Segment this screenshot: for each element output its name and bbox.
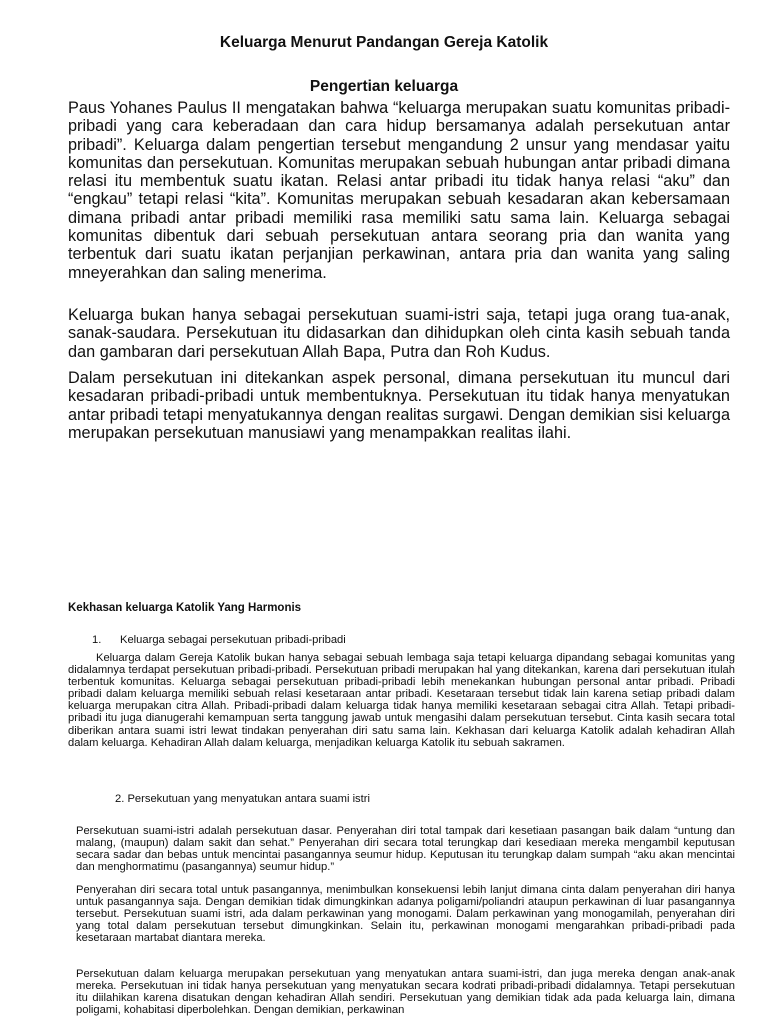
list-item-2-paragraph-3: Persekutuan dalam keluarga merupakan persekutuan yang menyatukan antara suami-istri, dan juga mereka dengan anak-anak mereka. Persekutuan ini tidak hanya persekutuan yang menyatukan secara kodrati pribadi-pribadi didalamnya. Tetapi persekutuan itu diilahikan karena disatukan dengan kehadiran Allah sendiri. Persekutuan yang demikian tidak ada pada keluarga lain, dimana poligami, kohabitasi diperbolehkan. Dengan demikian, perkawinan (76, 968, 735, 1017)
paragraph-1: Paus Yohanes Paulus II mengatakan bahwa “keluarga merupakan suatu komunitas pribadi-pribadi yang cara keberadaan dan cara hidup bersamanya adalah persekutuan antar pribadi”. Keluarga dalam pengertian tersebut mengandung 2 unsur yang mendasar yaitu komunitas dan persekutuan. Komunitas merupakan sebuah hubungan antar pribadi dimana relasi itu membentuk suatu ikatan. Relasi antar pribadi itu tidak hanya relasi “aku” dan “engkau” tetapi relasi “kita”. Komunitas merupakan sebuah kesadaran akan kebersamaan dimana pribadi antar pribadi memiliki rasa memiliki satu sama lain. Keluarga sebagai komunitas dibentuk dari sebuah persekutuan antara seorang pria dan wanita yang terbentuk dari suatu ikatan perjanjian perkawinan, antara pria dan wanita yang saling mneyerahkan dan saling menerima. (68, 99, 730, 282)
list-item-1-text: Keluarga dalam Gereja Katolik bukan hanya sebagai sebuah lembaga saja tetapi keluarga dipandang sebagai komunitas yang didalamnya terdapat persekutuan pribadi-pribadi. Persekutuan pribadi merupakan hal yang ditekankan, karena dari persekutuan itulah terbentuk komunitas. Keluarga sebagai persekutuan pribadi-pribadi lebih menekankan hubungan personal antar pribadi. Pribadi pribadi dalam keluarga memiliki sebuah relasi kesetaraan antar pribadi. Kesetaraan tersebut tidak lain karena setiap pribadi dalam keluarga merupakan citra Allah. Pribadi-pribadi dalam keluarga tidak hanya memiliki kesetaraan sebagai citra Allah. Tetapi pribadi-pribadi itu juga dianugerahi kemampuan serta tanggung jawab untuk mengasihi dalam persekutuan tersebut. Cinta kasih secara total diberikan antara suami istri lewat tindakan penyerahan diri satu sama lain. Kekhasan dari keluarga Katolik adalah kehadiran Allah dalam keluarga. Kehadiran Allah dalam keluarga, menjadikan keluarga Katolik itu sebuah sakramen. (68, 652, 735, 749)
list-item-2-paragraph-1: Persekutuan suami-istri adalah persekutuan dasar. Penyerahan diri total tampak dari kesetiaan pasangan baik dalam “untung dan malang, (maupun) dalam sakit dan sehat.” Penyerahan diri secara total terungkap dari kesediaan mereka mengambil keputusan secara sadar dan bebas untuk mencintai pasangannya seumur hidup. Keputusan itu terungkap dalam sumpah “aku akan mencintai dan menghormatimu (pasangannya) seumur hidup.” (76, 825, 735, 874)
list-item-number: 1. (92, 634, 102, 646)
document-title: Keluarga Menurut Pandangan Gereja Katolik (219, 34, 549, 51)
paragraph-2: Keluarga bukan hanya sebagai persekutuan suami-istri saja, tetapi juga orang tua-anak, sanak-saudara. Persekutuan itu didasarkan dan dihidupkan oleh cinta kasih sebuah tanda dan gambaran dari persekutuan Allah Bapa, Putra dan Roh Kudus. (68, 306, 730, 361)
list-item-2-paragraph-2: Penyerahan diri secara total untuk pasangannya, menimbulkan konsekuensi lebih lanjut dimana cinta dalam penyerahan diri hanya untuk pasangannya saja. Dengan demikian tidak dimungkinkan adanya poligami/poliandri ataupun perkawinan di luar pasangannya tersebut. Persekutuan suami istri, ada dalam perkawinan yang monogami. Dalam perkawinan yang monogamilah, penyerahan diri yang total dalam persekutuan tersebut dimungkinkan. Selain itu, perkawinan monogami mengarahkan pribadi-pribadi pada kesetaraan martabat diantara mereka. (76, 884, 735, 945)
section-heading-kekhasan: Kekhasan keluarga Katolik Yang Harmonis (68, 602, 302, 614)
paragraph-3: Dalam persekutuan ini ditekankan aspek personal, dimana persekutuan itu muncul dari kesadaran pribadi-pribadi untuk membentuknya. Persekutuan itu tidak hanya menyatukan antar pribadi tetapi menyatukannya dengan realitas surgawi. Dengan demikian sisi keluarga merupakan persekutuan manusiawi yang menampakkan realitas ilahi. (68, 369, 730, 442)
list-item-1-heading (92, 634, 346, 646)
section-heading-pengertian: Pengertian keluarga (309, 78, 459, 95)
list-item-2-heading: 2. Persekutuan yang menyatukan antara suami istri (115, 793, 370, 805)
list-item-label: Keluarga sebagai persekutuan pribadi-pribadi (120, 634, 346, 646)
